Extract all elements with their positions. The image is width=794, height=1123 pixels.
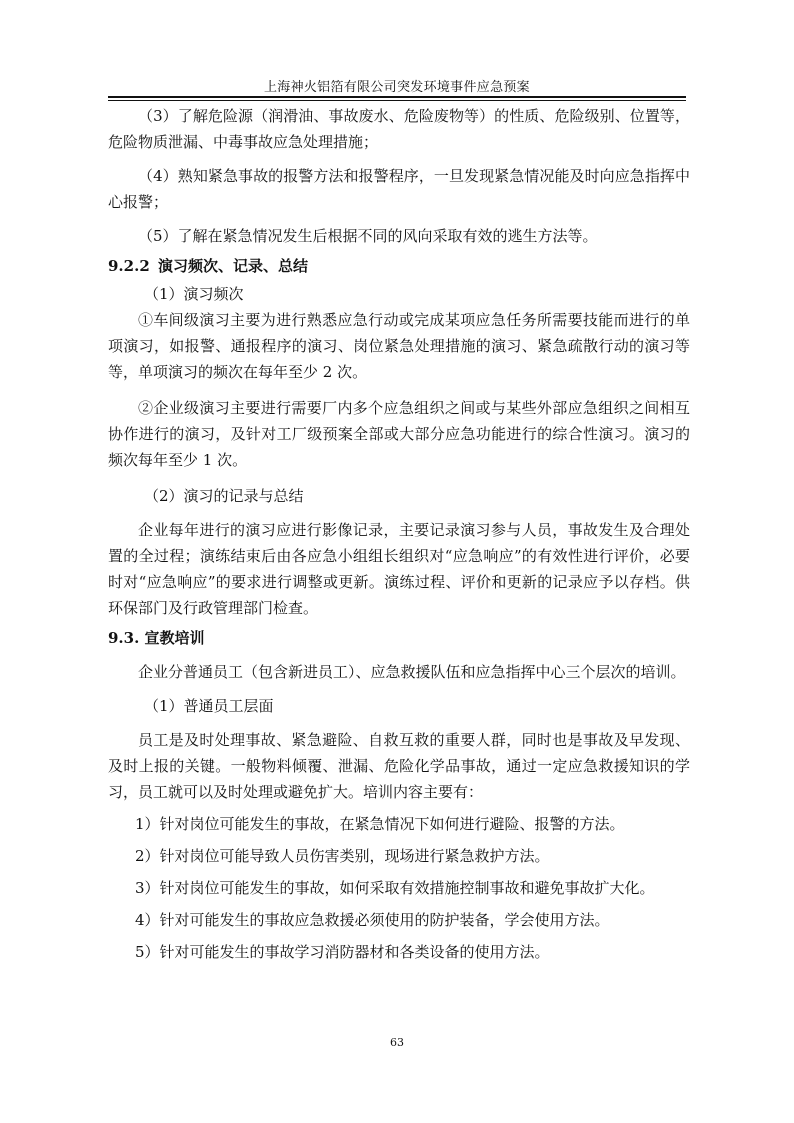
page-header: 上海神火铝箔有限公司突发环境事件应急预案	[263, 80, 530, 95]
paragraph: （4）熟知紧急事故的报警方法和报警程序，一旦发现紧急情况能及时向应急指挥中心报警；	[108, 167, 690, 211]
document-body	[108, 103, 690, 965]
paragraph: 员工是及时处理事故、紧急避险、自救互救的重要人群，同时也是事故及早发现、及时上报的关键。一般物料倾覆、泄漏、危险化学品事故，通过一定应急救援知识的学习，员工就可以及时处理或避免扩大。培训内容主要有：	[108, 731, 690, 801]
section-heading-9-2-2	[108, 253, 690, 279]
list-item: 1）针对岗位可能发生的事故，在紧急情况下如何进行避险、报警的方法。	[135, 815, 625, 833]
paragraph: ②企业级演习主要进行需要厂内多个应急组织之间或与某些外部应急组织之间相互协作进行的演习，及针对工厂级预案全部或大部分应急功能进行的综合性演习。演习的频次每年至少 1 次。	[108, 399, 690, 469]
section-heading-9-3: 9.3. 宣教培训	[108, 629, 205, 647]
list-item: 4）针对可能发生的事故应急救援必须使用的防护装备，学会使用方法。	[135, 911, 610, 929]
subheading: （2）演习的记录与总结	[144, 487, 304, 505]
page-number: 63	[390, 1036, 404, 1049]
paragraph: （3）了解危险源（润滑油、事故废水、危险废物等）的性质、危险级别、位置等，危险物质泄漏、中毒事故应急处理措施；	[108, 107, 690, 151]
header-rule-thin	[108, 100, 686, 101]
list-item: 3）针对岗位可能发生的事故，如何采取有效措施控制事故和避免事故扩大化。	[135, 879, 655, 897]
list-item: 5）针对可能发生的事故学习消防器材和各类设备的使用方法。	[135, 943, 550, 961]
section-title: 演习频次、记录、总结	[158, 257, 309, 275]
list-item: 2）针对岗位可能导致人员伤害类别，现场进行紧急救护方法。	[135, 847, 550, 865]
section-number: 9.2.2	[108, 257, 150, 275]
header-rule-thick	[108, 96, 686, 98]
subheading: （1）演习频次	[144, 285, 244, 303]
paragraph: 企业分普通员工（包含新进员工）、应急救援队伍和应急指挥中心三个层次的培训。	[138, 663, 686, 681]
paragraph: ①车间级演习主要为进行熟悉应急行动或完成某项应急任务所需要技能而进行的单项演习，如报警、通报程序的演习、岗位紧急处理措施的演习、紧急疏散行动的演习等等，单项演习的频次在每年至少 2 次。	[108, 311, 690, 381]
subheading: （1）普通员工层面	[144, 697, 274, 715]
paragraph: （5）了解在紧急情况发生后根据不同的风向采取有效的逃生方法等。	[138, 227, 598, 245]
paragraph: 企业每年进行的演习应进行影像记录，主要记录演习参与人员，事故发生及合理处置的全过程；演练结束后由各应急小组组长组织对“应急响应”的有效性进行评价，必要时对“应急响应”的要求进行调整或更新。演练过程、评价和更新的记录应予以存档。供环保部门及行政管理部门检查。	[108, 521, 690, 617]
